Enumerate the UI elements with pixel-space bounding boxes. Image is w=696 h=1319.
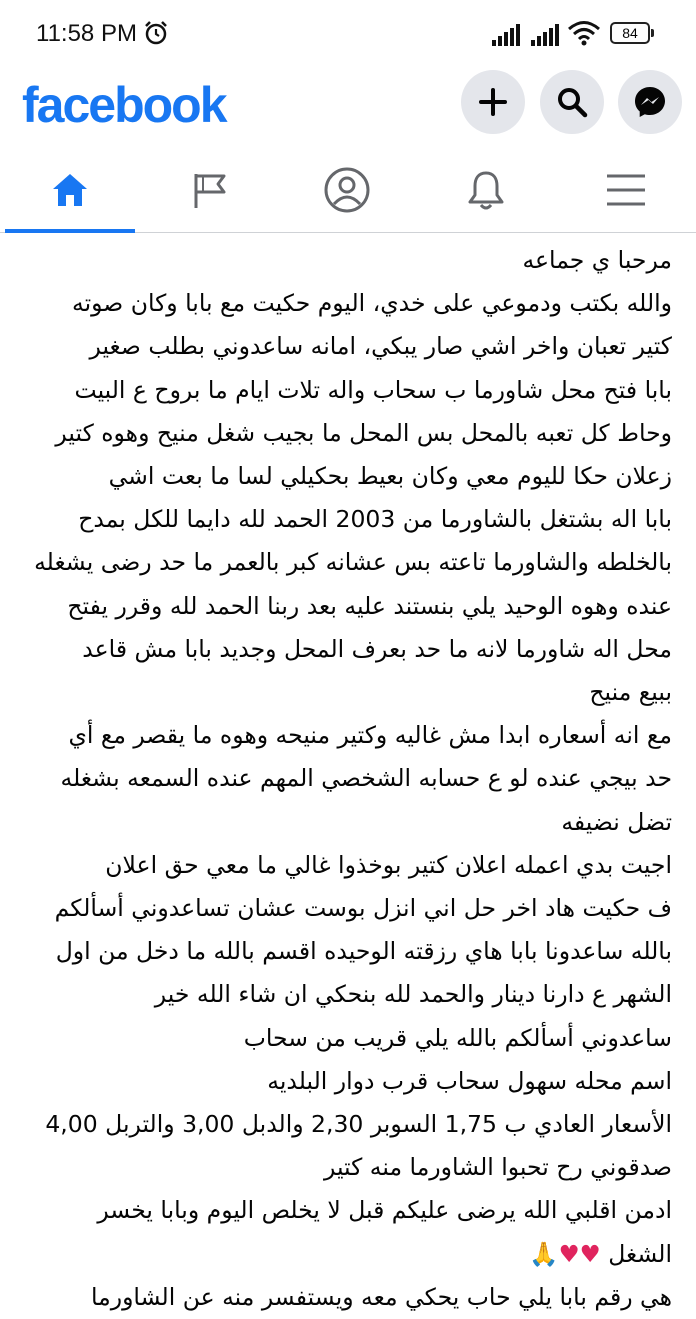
tab-bar: [0, 150, 696, 233]
post-line: هي رقم بابا يلي حاب يحكي معه ويستفسر منه عن الشاورما: [90, 1282, 672, 1311]
post-line: الشهر ع دارنا دينار والحمد لله بنحكي ان شاء الله خير: [154, 980, 672, 1009]
post-line: ف حكيت هاد اخر حل اني انزل بوست عشان تساعدوني أسألكم: [54, 894, 672, 923]
post-line: والله بكتب ودموعي على خدي، اليوم حكيت مع بابا وكان صوته: [71, 289, 672, 318]
plus-icon: [478, 87, 508, 117]
post-line: بابا فتح محل شاورما ب سحاب واله تلات ايام ما بروح ع البيت: [74, 375, 672, 404]
alarm-icon: [143, 20, 169, 46]
post-line: اجيت بدي اعمله اعلان كتير بوخذوا غالي ما معي حق اعلان: [105, 850, 672, 879]
tab-pages[interactable]: [145, 150, 275, 230]
home-icon: [50, 170, 90, 210]
menu-icon: [604, 170, 648, 210]
tab-notifications[interactable]: [421, 150, 551, 230]
post-line: عنده وهوه الوحيد يلي بنستند عليه بعد ربنا الحمد لله وقرر يفتح: [67, 591, 672, 620]
post-line: وحاط كل تعبه بالمحل بس المحل ما بجيب شغل منيح وهوه كتير: [55, 418, 672, 447]
post-line: مرحبا ي جماعه: [522, 246, 672, 274]
messenger-icon: [632, 84, 668, 120]
bell-icon: [464, 168, 508, 212]
flag-icon: [190, 170, 230, 210]
post-line: كتير تعبان واخر اشي صار يبكي، امانه ساعدوني بطلب صغير: [89, 332, 672, 361]
post-line: [14, 1233, 672, 1276]
tab-menu[interactable]: [561, 150, 691, 230]
battery-indicator: 84: [610, 22, 650, 44]
post-line: اسم محله سهول سحاب قرب دوار البلديه: [267, 1066, 672, 1095]
search-button[interactable]: [540, 70, 604, 134]
post-body: [0, 233, 696, 1319]
facebook-logo[interactable]: facebook: [22, 77, 226, 133]
post-line: تضل نضيفه: [561, 807, 672, 836]
post-line: ساعدوني أسألكم بالله يلي قريب من سحاب: [243, 1023, 672, 1052]
post-line: بالله ساعدونا بابا هاي رزقته الوحيده اقسم بالله ما دخل من اول: [55, 937, 672, 966]
search-icon: [556, 86, 588, 118]
post-line: بالخلطه والشاورما تاعته بس عشانه كبر بالعمر ما حد رضى يشغله: [34, 548, 672, 577]
app-header: [0, 70, 696, 150]
tab-home[interactable]: [5, 150, 135, 230]
post-line: بابا اله بشتغل بالشاورما من 2003 الحمد لله دايما للكل بمدح: [78, 505, 672, 534]
signal-icon: [492, 24, 526, 46]
create-post-button[interactable]: [461, 70, 525, 134]
post-line: محل اله شاورما لانه ما حد بعرف المحل وجديد بابا مش قاعد: [82, 634, 672, 663]
post-line: الأسعار العادي ب 1,75 السوبر 2,30 والدبل 3,00 والتربل 4,00: [45, 1110, 672, 1139]
status-bar: [0, 0, 696, 70]
messenger-button[interactable]: [618, 70, 682, 134]
emoji-reactions: ♥♥🙏: [529, 1239, 601, 1268]
post-line: ببيع منيح: [589, 678, 672, 707]
post-line-text: الشغل: [608, 1239, 672, 1268]
post-line: صدقوني رح تحبوا الشاورما منه كتير: [323, 1153, 672, 1182]
signal-icon: [531, 24, 565, 46]
wifi-icon: [567, 20, 601, 46]
tab-profile[interactable]: [282, 150, 412, 230]
active-tab-indicator: [5, 229, 135, 233]
status-time: 11:58 PM: [36, 20, 137, 47]
post-line: مع انه أسعاره ابدا مش غاليه وكتير منيحه وهوه ما يقصر مع أي: [68, 721, 672, 750]
post-line: زعلان حكا لليوم معي وكان بعيط بحكيلي لسا ما بعت اشي: [108, 462, 672, 491]
post-line: حد بيجي عنده لو ع حسابه الشخصي المهم عنده السمعه بشغله: [60, 764, 672, 793]
profile-icon: [323, 166, 371, 214]
post-line: ادمن اقلبي الله يرضى عليكم قبل لا يخلص اليوم وبابا يخسر: [97, 1196, 672, 1225]
